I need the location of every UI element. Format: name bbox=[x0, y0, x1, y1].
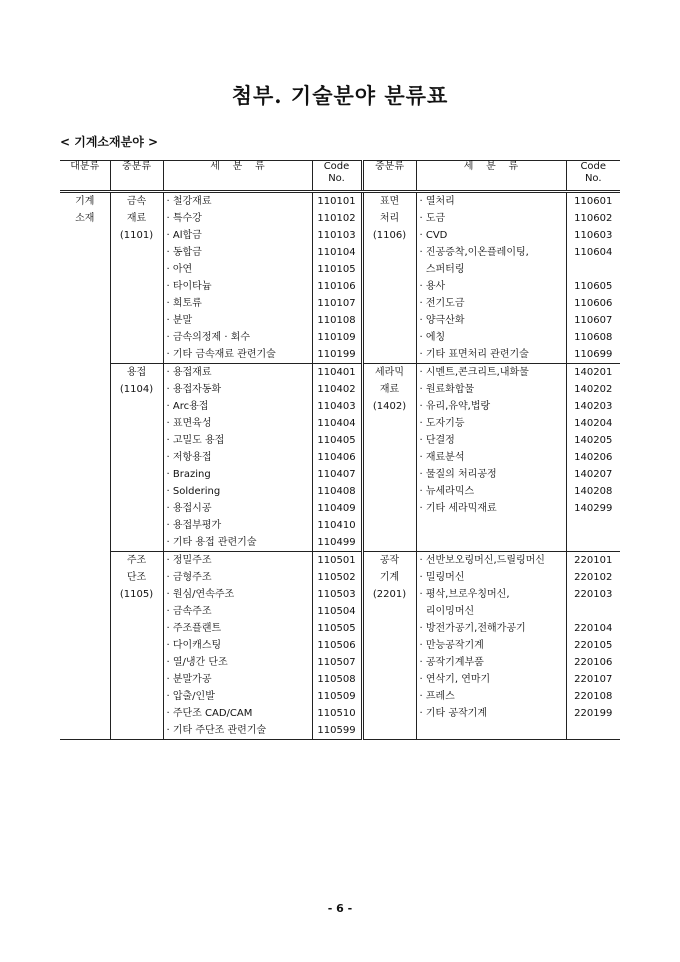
header-code bbox=[566, 161, 620, 192]
sub-item: · 용접시공 bbox=[166, 503, 212, 514]
code-value: 220106 bbox=[574, 657, 613, 668]
sub-item: · 금속주조 bbox=[166, 606, 212, 617]
middle-cell bbox=[110, 364, 163, 552]
sub-item: · 뉴세라믹스 bbox=[419, 486, 475, 497]
code-value: 140299 bbox=[574, 503, 613, 514]
section-heading: < 기계소재분야 > bbox=[60, 135, 159, 149]
code-value: 110410 bbox=[317, 520, 356, 531]
sub-item: · 기타 공작기계 bbox=[419, 708, 487, 719]
page-title: 첨부. 기술분야 분류표 bbox=[231, 83, 449, 108]
sub-item: · 도자기등 bbox=[419, 418, 465, 429]
code-value: 220199 bbox=[574, 708, 613, 719]
sub-item: · 주조플랜트 bbox=[166, 623, 222, 634]
sub-item: · 연삭기, 연마기 bbox=[419, 674, 491, 685]
sub-item: · 분말가공 bbox=[166, 674, 212, 685]
code-value: 110505 bbox=[317, 623, 356, 634]
header-code-no: No. bbox=[328, 173, 345, 184]
sub-item: · 희토류 bbox=[166, 298, 202, 309]
sub-cell bbox=[163, 552, 312, 740]
code-value: 140205 bbox=[574, 435, 613, 446]
sub-item: · Soldering bbox=[166, 486, 221, 497]
table-header-row bbox=[60, 161, 620, 192]
code-value: 110404 bbox=[317, 418, 356, 429]
header-code bbox=[312, 161, 362, 192]
code-value: 220107 bbox=[574, 674, 613, 685]
sub-item: · 고밀도 용접 bbox=[166, 435, 225, 446]
sub-item: · 도금 bbox=[419, 213, 446, 224]
code-value: 110109 bbox=[317, 332, 356, 343]
code-value: 220102 bbox=[574, 572, 613, 583]
sub-item: · 저항용접 bbox=[166, 452, 212, 463]
classification-table bbox=[60, 160, 620, 740]
sub-item: · 용접재료 bbox=[166, 367, 212, 378]
code-value: 110499 bbox=[317, 537, 356, 548]
code-cell bbox=[566, 364, 620, 552]
code-cell bbox=[312, 552, 362, 740]
sub-item: · 선반보오링머신,드릴링머신 bbox=[419, 555, 545, 566]
middle-category-line: 세라믹 bbox=[375, 367, 404, 378]
middle-cell bbox=[362, 552, 416, 740]
middle-cell bbox=[362, 364, 416, 552]
sub-item: · 동합금 bbox=[166, 247, 202, 258]
sub-item: · 기타 세라믹재료 bbox=[419, 503, 497, 514]
sub-item: · 아연 bbox=[166, 264, 193, 275]
middle-category-line: 단조 bbox=[126, 572, 147, 583]
code-value: 140204 bbox=[574, 418, 613, 429]
sub-item: · 용접자동화 bbox=[166, 384, 222, 395]
code-value: 110104 bbox=[317, 247, 356, 258]
sub-item: · 분말 bbox=[166, 315, 193, 326]
code-value: 220103 bbox=[574, 589, 613, 600]
sub-item: · 철강재료 bbox=[166, 196, 212, 207]
sub-item: · 기타 표면처리 관련기술 bbox=[419, 349, 529, 360]
sub-item: · 표면육성 bbox=[166, 418, 212, 429]
code-value: 110101 bbox=[317, 196, 356, 207]
sub-item: · 양극산화 bbox=[419, 315, 465, 326]
code-value: 110408 bbox=[317, 486, 356, 497]
code-value: 110199 bbox=[317, 349, 356, 360]
header-middle: 중분류 bbox=[362, 161, 416, 192]
code-value: 110405 bbox=[317, 435, 356, 446]
sub-item: · 유리,유약,법랑 bbox=[419, 401, 491, 412]
code-value: 110506 bbox=[317, 640, 356, 651]
code-value: 110603 bbox=[574, 230, 613, 241]
sub-item: · 압출/인발 bbox=[166, 691, 215, 702]
sub-item: · 다이캐스팅 bbox=[166, 640, 222, 651]
middle-cell bbox=[110, 552, 163, 740]
code-value: 220108 bbox=[574, 691, 613, 702]
code-value bbox=[567, 261, 621, 278]
code-value: 110599 bbox=[317, 725, 356, 736]
sub-item: · 재료분석 bbox=[419, 452, 465, 463]
code-value: 110108 bbox=[317, 315, 356, 326]
sub-item: 스퍼터링 bbox=[419, 264, 465, 275]
middle-category-line: 주조 bbox=[126, 555, 147, 566]
code-cell bbox=[312, 364, 362, 552]
sub-item: · CVD bbox=[419, 230, 448, 241]
code-value: 110699 bbox=[574, 349, 613, 360]
sub-cell bbox=[416, 364, 566, 552]
middle-category-line: 용접 bbox=[126, 367, 147, 378]
sub-item: · 기타 주단조 관련기술 bbox=[166, 725, 267, 736]
header-code-label: Code bbox=[580, 161, 607, 172]
code-value: 110503 bbox=[317, 589, 356, 600]
sub-item: · Brazing bbox=[166, 469, 211, 480]
sub-item: · 원심/연속주조 bbox=[166, 589, 235, 600]
sub-cell bbox=[416, 192, 566, 364]
code-value: 140206 bbox=[574, 452, 613, 463]
sub-item: · 시멘트,콘크리트,내화물 bbox=[419, 367, 529, 378]
code-cell bbox=[566, 192, 620, 364]
sub-item: · 물질의 처리공정 bbox=[419, 469, 497, 480]
code-value: 140207 bbox=[574, 469, 613, 480]
middle-category-line: 공작 bbox=[379, 555, 400, 566]
code-value: 110105 bbox=[317, 264, 356, 275]
middle-category-line: (1402) bbox=[372, 401, 407, 412]
sub-item: · 기타 용접 관련기술 bbox=[166, 537, 257, 548]
sub-item: · 열처리 bbox=[419, 196, 455, 207]
sub-item: 리이밍머신 bbox=[419, 606, 475, 617]
code-value: 110602 bbox=[574, 213, 613, 224]
sub-item: · 공작기계부품 bbox=[419, 657, 484, 668]
code-value: 110501 bbox=[317, 555, 356, 566]
sub-item: · 용접부평가 bbox=[166, 520, 222, 531]
sub-item: · 단결정 bbox=[419, 435, 455, 446]
code-value: 110407 bbox=[317, 469, 356, 480]
sub-item: · 에칭 bbox=[419, 332, 446, 343]
code-value: 110601 bbox=[574, 196, 613, 207]
code-value: 140201 bbox=[574, 367, 613, 378]
sub-item: · 금속의정제 · 회수 bbox=[166, 332, 251, 343]
middle-category-line: 재료 bbox=[379, 384, 400, 395]
code-value: 110504 bbox=[317, 606, 356, 617]
middle-category-line: (1105) bbox=[119, 589, 154, 600]
code-value: 110607 bbox=[574, 315, 613, 326]
code-value: 140202 bbox=[574, 384, 613, 395]
sub-item: · Al합금 bbox=[166, 230, 202, 241]
code-value: 110507 bbox=[317, 657, 356, 668]
code-value: 220104 bbox=[574, 623, 613, 634]
code-value: 110106 bbox=[317, 281, 356, 292]
sub-item: · 만능공작기계 bbox=[419, 640, 484, 651]
sub-item: · 특수강 bbox=[166, 213, 202, 224]
sub-cell bbox=[416, 552, 566, 740]
code-value: 110409 bbox=[317, 503, 356, 514]
sub-item: · 방전가공기,전해가공기 bbox=[419, 623, 526, 634]
code-value: 220101 bbox=[574, 555, 613, 566]
middle-category-line: 처리 bbox=[379, 213, 400, 224]
code-value: 140208 bbox=[574, 486, 613, 497]
sub-item: · 금형주조 bbox=[166, 572, 212, 583]
header-major: 대분류 bbox=[60, 161, 110, 192]
header-code-label: Code bbox=[323, 161, 350, 172]
code-value: 110502 bbox=[317, 572, 356, 583]
sub-item: · 타이타늄 bbox=[166, 281, 212, 292]
header-sub: 세 분 류 bbox=[163, 161, 312, 192]
sub-item: · Arc용접 bbox=[166, 401, 209, 412]
major-category-cell bbox=[60, 192, 110, 740]
sub-item: · 평삭,브로우칭머신, bbox=[419, 589, 510, 600]
sub-item: · 원료화합물 bbox=[419, 384, 475, 395]
major-category-line: 소재 bbox=[75, 213, 95, 224]
major-category-line: 기계 bbox=[75, 196, 95, 207]
group-row-2 bbox=[60, 364, 620, 552]
header-sub: 세 분 류 bbox=[416, 161, 566, 192]
sub-cell bbox=[163, 364, 312, 552]
sub-item: · 정밀주조 bbox=[166, 555, 212, 566]
code-value: 110606 bbox=[574, 298, 613, 309]
group-row-1 bbox=[60, 192, 620, 364]
middle-category-line: (1106) bbox=[372, 230, 407, 241]
sub-cell bbox=[163, 192, 312, 364]
sub-item: · 전기도금 bbox=[419, 298, 465, 309]
sub-item: · 기타 금속재료 관련기술 bbox=[166, 349, 276, 360]
page-number: - 6 - bbox=[327, 902, 353, 915]
middle-cell bbox=[110, 192, 163, 364]
middle-category-line: (2201) bbox=[372, 589, 407, 600]
code-cell bbox=[312, 192, 362, 364]
code-value: 110401 bbox=[317, 367, 356, 378]
header-code-no: No. bbox=[584, 173, 602, 184]
middle-category-line: 금속 bbox=[126, 196, 147, 207]
middle-category-line: (1101) bbox=[119, 230, 154, 241]
header-middle: 중분류 bbox=[110, 161, 163, 192]
group-row-3 bbox=[60, 552, 620, 740]
code-value: 110508 bbox=[317, 674, 356, 685]
code-value bbox=[567, 603, 621, 620]
code-value: 140203 bbox=[574, 401, 613, 412]
code-value: 110403 bbox=[317, 401, 356, 412]
code-value: 110604 bbox=[574, 247, 613, 258]
code-value: 110406 bbox=[317, 452, 356, 463]
sub-item: · 주단조 CAD/CAM bbox=[166, 708, 253, 719]
code-value: 110605 bbox=[574, 281, 613, 292]
sub-item: · 밀링머신 bbox=[419, 572, 465, 583]
sub-item: · 열/냉간 단조 bbox=[166, 657, 228, 668]
sub-item: · 프레스 bbox=[419, 691, 455, 702]
code-cell bbox=[566, 552, 620, 740]
middle-category-line: 표면 bbox=[379, 196, 400, 207]
middle-cell bbox=[362, 192, 416, 364]
middle-category-line: (1104) bbox=[119, 384, 154, 395]
sub-item: · 진공증착,이온플레이팅, bbox=[419, 247, 529, 258]
middle-category-line: 기계 bbox=[379, 572, 400, 583]
code-value: 110510 bbox=[317, 708, 356, 719]
code-value: 110102 bbox=[317, 213, 356, 224]
sub-item: · 용사 bbox=[419, 281, 446, 292]
code-value: 110107 bbox=[317, 298, 356, 309]
code-value: 110509 bbox=[317, 691, 356, 702]
middle-category-line: 재료 bbox=[126, 213, 147, 224]
code-value: 220105 bbox=[574, 640, 613, 651]
code-value: 110103 bbox=[317, 230, 356, 241]
code-value: 110402 bbox=[317, 384, 356, 395]
code-value: 110608 bbox=[574, 332, 613, 343]
